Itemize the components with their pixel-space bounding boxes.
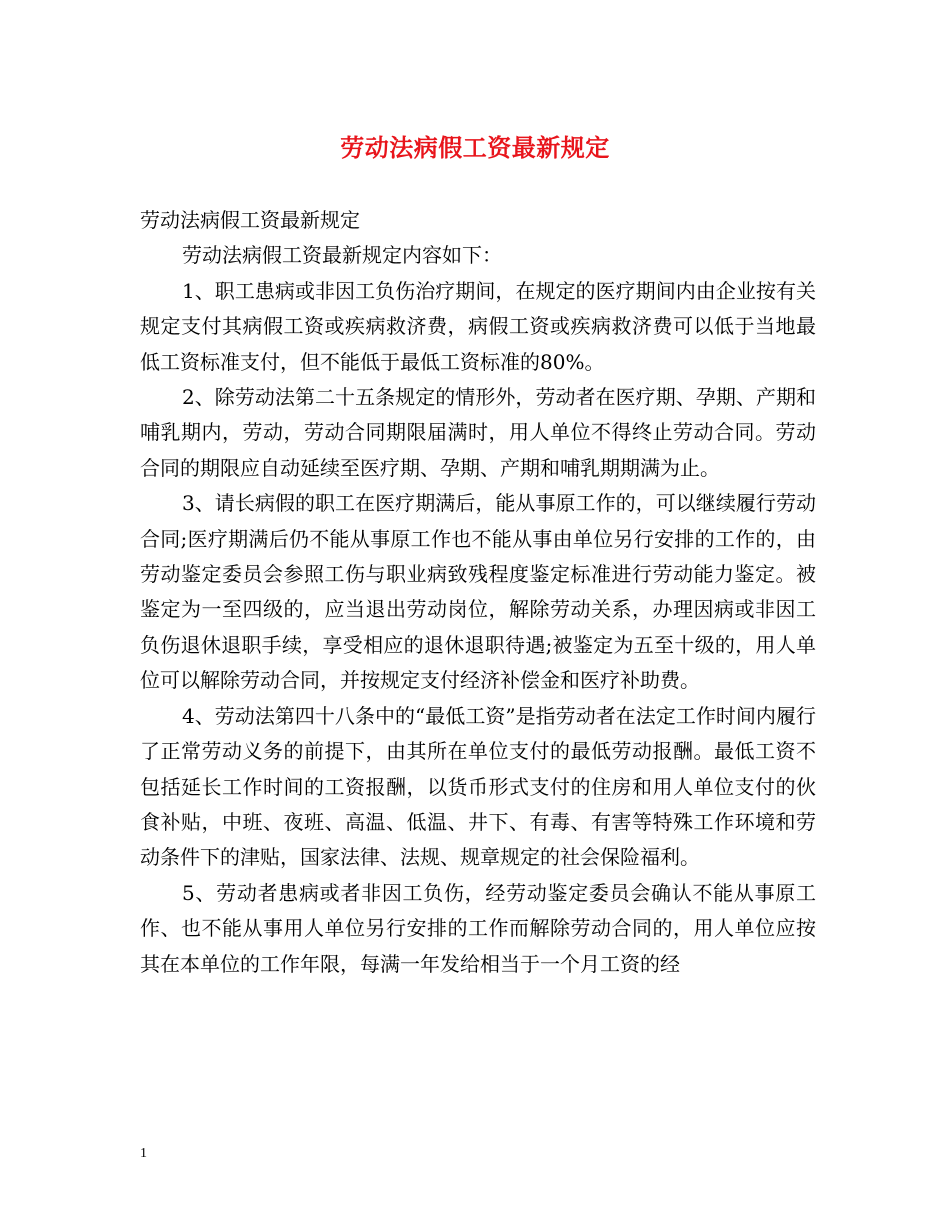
paragraph-item-1: 1、职工患病或非因工负伤治疗期间，在规定的医疗期间内由企业按有关规定支付其病假工资或疾病救济费，病假工资或疾病救济费可以低于当地最低工资标准支付，但不能低于最低工资标准的80%。 bbox=[140, 278, 816, 374]
paragraph-intro: 劳动法病假工资最新规定内容如下： bbox=[182, 243, 502, 268]
document-body bbox=[140, 203, 816, 982]
paragraph-item-2: 2、除劳动法第二十五条规定的情形外，劳动者在医疗期、孕期、产期和哺乳期内，劳动，劳动合同期限届满时，用人单位不得终止劳动合同。劳动合同的期限应自动延续至医疗期、孕期、产期和哺乳期期满为止。 bbox=[140, 385, 816, 480]
paragraph-heading: 劳动法病假工资最新规定 bbox=[140, 208, 360, 232]
paragraph-item-5: 5、劳动者患病或者非因工负伤，经劳动鉴定委员会确认不能从事原工作、也不能从事用人单位另行安排的工作而解除劳动合同的，用人单位应按其在本单位的工作年限，每满一年发给相当于一个月工资的经 bbox=[140, 880, 816, 976]
page-number: 1 bbox=[140, 1146, 147, 1161]
paragraph-item-3: 3、请长病假的职工在医疗期满后，能从事原工作的，可以继续履行劳动合同;医疗期满后仍不能从事原工作也不能从事由单位另行安排的工作的，由劳动鉴定委员会参照工伤与职业病致残程度鉴定标准进行劳动能力鉴定。被鉴定为一至四级的，应当退出劳动岗位，解除劳动关系，办理因病或非因工负伤退休退职手续，享受相应的退休退职待遇;被鉴定为五至十级的，用人单位可以解除劳动合同，并按规定支付经济补偿金和医疗补助费。 bbox=[140, 491, 816, 693]
document-title: 劳动法病假工资最新规定 bbox=[340, 133, 610, 162]
paragraph-item-4: 4、劳动法第四十八条中的“最低工资”是指劳动者在法定工作时间内履行了正常劳动义务的前提下，由其所在单位支付的最低劳动报酬。最低工资不包括延长工作时间的工资报酬，以货币形式支付的住房和用人单位支付的伙食补贴，中班、夜班、高温、低温、井下、有毒、有害等特殊工作环境和劳动条件下的津贴，国家法律、法规、规章规定的社会保险福利。 bbox=[140, 703, 816, 870]
